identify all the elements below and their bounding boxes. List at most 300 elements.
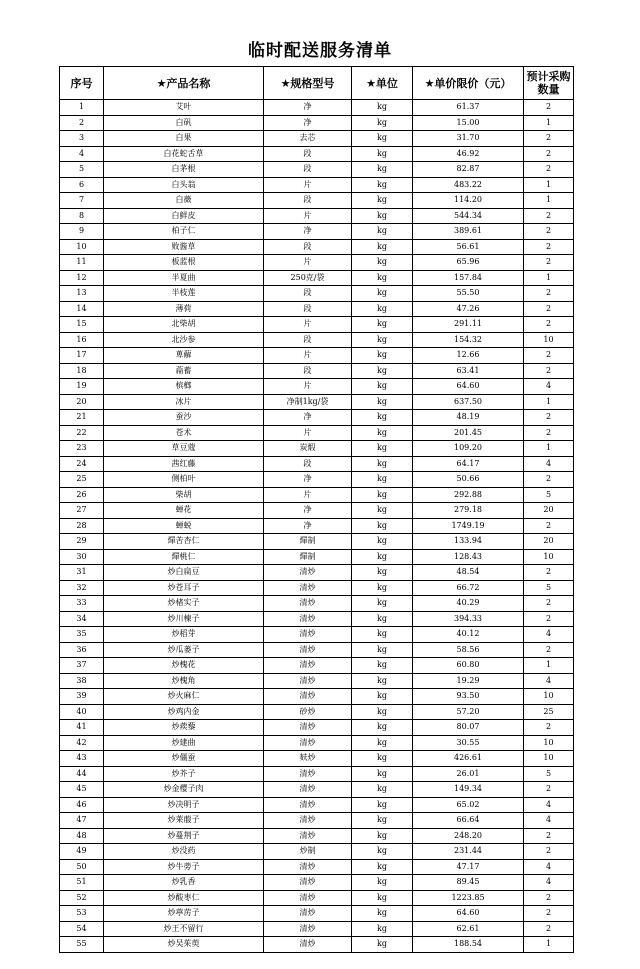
cell-unit-price: 50.66 — [413, 472, 524, 488]
cell-index: 8 — [60, 208, 104, 224]
table-row — [60, 875, 574, 891]
table-row — [60, 844, 574, 860]
cell-unit: kg — [352, 425, 413, 441]
cell-quantity: 2 — [524, 100, 574, 116]
cell-unit-price: 65.96 — [413, 255, 524, 271]
cell-unit: kg — [352, 193, 413, 209]
cell-unit-price: 544.34 — [413, 208, 524, 224]
cell-product-name: 炒乳香 — [104, 875, 264, 891]
cell-unit: kg — [352, 890, 413, 906]
cell-unit: kg — [352, 270, 413, 286]
cell-index: 23 — [60, 441, 104, 457]
table-row — [60, 332, 574, 348]
cell-unit-price: 114.20 — [413, 193, 524, 209]
cell-product-name: 北柴胡 — [104, 317, 264, 333]
cell-index: 7 — [60, 193, 104, 209]
cell-unit: kg — [352, 627, 413, 643]
cell-quantity: 2 — [524, 348, 574, 364]
cell-unit: kg — [352, 844, 413, 860]
cell-specification: 清炒 — [264, 875, 352, 891]
table-row — [60, 348, 574, 364]
cell-product-name: 苍术 — [104, 425, 264, 441]
cell-quantity: 2 — [524, 472, 574, 488]
cell-quantity: 2 — [524, 162, 574, 178]
cell-specification: 炒制 — [264, 844, 352, 860]
cell-unit-price: 26.01 — [413, 766, 524, 782]
cell-unit: kg — [352, 332, 413, 348]
cell-specification: 净 — [264, 115, 352, 131]
cell-specification: 清炒 — [264, 580, 352, 596]
cell-product-name: 白矾 — [104, 115, 264, 131]
cell-unit: kg — [352, 921, 413, 937]
cell-unit-price: 1749.19 — [413, 518, 524, 534]
cell-product-name: 炒芥子 — [104, 766, 264, 782]
cell-index: 40 — [60, 704, 104, 720]
cell-quantity: 1 — [524, 115, 574, 131]
header-index: 序号 — [60, 67, 104, 100]
cell-specification: 清炒 — [264, 766, 352, 782]
cell-unit: kg — [352, 549, 413, 565]
table-row — [60, 906, 574, 922]
cell-product-name: 炒蒺藜 — [104, 720, 264, 736]
cell-specification: 段 — [264, 146, 352, 162]
cell-quantity: 1 — [524, 937, 574, 953]
cell-index: 36 — [60, 642, 104, 658]
table-row — [60, 100, 574, 116]
table-row — [60, 208, 574, 224]
cell-index: 41 — [60, 720, 104, 736]
cell-specification: 片 — [264, 255, 352, 271]
table-row — [60, 937, 574, 953]
cell-product-name: 半枝莲 — [104, 286, 264, 302]
table-row — [60, 797, 574, 813]
cell-unit-price: 62.61 — [413, 921, 524, 937]
cell-index: 32 — [60, 580, 104, 596]
cell-unit: kg — [352, 317, 413, 333]
cell-specification: 段 — [264, 239, 352, 255]
table-row — [60, 193, 574, 209]
cell-specification: 清炒 — [264, 921, 352, 937]
cell-index: 9 — [60, 224, 104, 240]
table-row — [60, 689, 574, 705]
cell-index: 45 — [60, 782, 104, 798]
cell-unit-price: 231.44 — [413, 844, 524, 860]
cell-product-name: 炒王不留行 — [104, 921, 264, 937]
cell-index: 44 — [60, 766, 104, 782]
service-list-table — [59, 66, 574, 953]
cell-specification: 250克/袋 — [264, 270, 352, 286]
cell-quantity: 10 — [524, 689, 574, 705]
page-title: 临时配送服务清单 — [248, 41, 392, 61]
table-row — [60, 642, 574, 658]
cell-specification: 清炒 — [264, 658, 352, 674]
cell-product-name: 侧柏叶 — [104, 472, 264, 488]
cell-product-name: 炒吴茱萸 — [104, 937, 264, 953]
cell-unit-price: 154.32 — [413, 332, 524, 348]
cell-unit-price: 19.29 — [413, 673, 524, 689]
cell-unit-price: 64.60 — [413, 906, 524, 922]
cell-unit: kg — [352, 658, 413, 674]
cell-quantity: 2 — [524, 425, 574, 441]
cell-unit: kg — [352, 363, 413, 379]
cell-index: 11 — [60, 255, 104, 271]
cell-unit: kg — [352, 487, 413, 503]
cell-specification: 段 — [264, 286, 352, 302]
cell-quantity: 20 — [524, 503, 574, 519]
cell-quantity: 10 — [524, 549, 574, 565]
cell-quantity: 2 — [524, 410, 574, 426]
cell-product-name: 蝉蜕 — [104, 518, 264, 534]
cell-index: 18 — [60, 363, 104, 379]
table-row — [60, 627, 574, 643]
cell-unit-price: 58.56 — [413, 642, 524, 658]
cell-unit: kg — [352, 100, 413, 116]
cell-unit-price: 389.61 — [413, 224, 524, 240]
cell-product-name: 艾叶 — [104, 100, 264, 116]
cell-specification: 净 — [264, 472, 352, 488]
cell-specification: 清炒 — [264, 890, 352, 906]
cell-unit-price: 61.37 — [413, 100, 524, 116]
cell-index: 35 — [60, 627, 104, 643]
table-row — [60, 441, 574, 457]
cell-unit-price: 93.50 — [413, 689, 524, 705]
cell-product-name: 蚕沙 — [104, 410, 264, 426]
cell-product-name: 炒白扁豆 — [104, 565, 264, 581]
cell-unit-price: 109.20 — [413, 441, 524, 457]
cell-quantity: 2 — [524, 611, 574, 627]
cell-specification: 片 — [264, 317, 352, 333]
cell-unit: kg — [352, 518, 413, 534]
cell-quantity: 2 — [524, 720, 574, 736]
cell-quantity: 2 — [524, 518, 574, 534]
cell-unit: kg — [352, 239, 413, 255]
table-row — [60, 239, 574, 255]
cell-specification: 净制1kg/袋 — [264, 394, 352, 410]
cell-product-name: 炒酸枣仁 — [104, 890, 264, 906]
cell-product-name: 炒鸡内金 — [104, 704, 264, 720]
cell-unit-price: 55.50 — [413, 286, 524, 302]
cell-quantity: 2 — [524, 906, 574, 922]
table-body — [60, 100, 574, 953]
cell-product-name: 燀桃仁 — [104, 549, 264, 565]
table-row — [60, 487, 574, 503]
table-row — [60, 472, 574, 488]
cell-index: 42 — [60, 735, 104, 751]
cell-unit-price: 65.02 — [413, 797, 524, 813]
table-row — [60, 317, 574, 333]
cell-unit: kg — [352, 394, 413, 410]
cell-quantity: 10 — [524, 332, 574, 348]
table-row — [60, 828, 574, 844]
cell-index: 2 — [60, 115, 104, 131]
cell-unit: kg — [352, 673, 413, 689]
cell-unit: kg — [352, 766, 413, 782]
cell-quantity: 1 — [524, 177, 574, 193]
table-row — [60, 131, 574, 147]
cell-index: 25 — [60, 472, 104, 488]
cell-quantity: 2 — [524, 828, 574, 844]
header-estimated-quantity: 预计采购数量 — [524, 67, 574, 100]
cell-quantity: 2 — [524, 565, 574, 581]
table-row — [60, 224, 574, 240]
cell-unit: kg — [352, 642, 413, 658]
cell-unit-price: 57.20 — [413, 704, 524, 720]
cell-unit: kg — [352, 875, 413, 891]
cell-specification: 清炒 — [264, 596, 352, 612]
cell-unit-price: 12.66 — [413, 348, 524, 364]
cell-unit-price: 64.17 — [413, 456, 524, 472]
cell-product-name: 冰片 — [104, 394, 264, 410]
cell-specification: 净 — [264, 224, 352, 240]
table-row — [60, 549, 574, 565]
table-row — [60, 394, 574, 410]
cell-product-name: 半夏曲 — [104, 270, 264, 286]
cell-specification: 段 — [264, 363, 352, 379]
cell-unit: kg — [352, 751, 413, 767]
cell-unit: kg — [352, 115, 413, 131]
cell-unit: kg — [352, 301, 413, 317]
table-row — [60, 596, 574, 612]
cell-quantity: 1 — [524, 270, 574, 286]
cell-quantity: 4 — [524, 379, 574, 395]
cell-quantity: 4 — [524, 875, 574, 891]
cell-specification: 清炒 — [264, 906, 352, 922]
cell-product-name: 炒槐角 — [104, 673, 264, 689]
cell-index: 52 — [60, 890, 104, 906]
cell-product-name: 茜红藤 — [104, 456, 264, 472]
cell-index: 33 — [60, 596, 104, 612]
cell-unit: kg — [352, 456, 413, 472]
cell-quantity: 2 — [524, 255, 574, 271]
cell-unit-price: 47.17 — [413, 859, 524, 875]
cell-unit: kg — [352, 937, 413, 953]
cell-unit-price: 66.72 — [413, 580, 524, 596]
cell-unit-price: 291.11 — [413, 317, 524, 333]
cell-index: 51 — [60, 875, 104, 891]
cell-product-name: 炒牛蒡子 — [104, 859, 264, 875]
cell-product-name: 炒金樱子肉 — [104, 782, 264, 798]
cell-specification: 净 — [264, 518, 352, 534]
cell-quantity: 5 — [524, 766, 574, 782]
cell-specification: 清炒 — [264, 642, 352, 658]
table-row — [60, 658, 574, 674]
cell-index: 3 — [60, 131, 104, 147]
cell-index: 21 — [60, 410, 104, 426]
cell-index: 20 — [60, 394, 104, 410]
cell-specification: 片 — [264, 348, 352, 364]
cell-product-name: 炒苍耳子 — [104, 580, 264, 596]
cell-unit-price: 64.60 — [413, 379, 524, 395]
cell-specification: 清炒 — [264, 689, 352, 705]
header-product-name: ★产品名称 — [104, 67, 264, 100]
cell-unit-price: 394.33 — [413, 611, 524, 627]
cell-specification: 燀制 — [264, 534, 352, 550]
cell-unit: kg — [352, 720, 413, 736]
cell-index: 4 — [60, 146, 104, 162]
cell-index: 50 — [60, 859, 104, 875]
cell-unit-price: 80.07 — [413, 720, 524, 736]
cell-unit: kg — [352, 131, 413, 147]
cell-index: 6 — [60, 177, 104, 193]
cell-product-name: 炒蔓荆子 — [104, 828, 264, 844]
cell-unit-price: 149.34 — [413, 782, 524, 798]
table-row — [60, 859, 574, 875]
cell-index: 12 — [60, 270, 104, 286]
cell-product-name: 炒葶苈子 — [104, 906, 264, 922]
cell-product-name: 萆薢 — [104, 348, 264, 364]
cell-specification: 清炒 — [264, 828, 352, 844]
cell-product-name: 蝉花 — [104, 503, 264, 519]
cell-product-name: 败酱草 — [104, 239, 264, 255]
cell-quantity: 4 — [524, 813, 574, 829]
cell-quantity: 1 — [524, 394, 574, 410]
table-row — [60, 720, 574, 736]
cell-specification: 段 — [264, 332, 352, 348]
table-row — [60, 379, 574, 395]
cell-index: 22 — [60, 425, 104, 441]
cell-unit: kg — [352, 534, 413, 550]
cell-index: 49 — [60, 844, 104, 860]
cell-unit: kg — [352, 503, 413, 519]
cell-specification: 清炒 — [264, 627, 352, 643]
cell-quantity: 2 — [524, 782, 574, 798]
cell-unit: kg — [352, 146, 413, 162]
cell-index: 30 — [60, 549, 104, 565]
cell-index: 5 — [60, 162, 104, 178]
cell-quantity: 2 — [524, 921, 574, 937]
cell-unit: kg — [352, 735, 413, 751]
cell-product-name: 炒瓜蒌子 — [104, 642, 264, 658]
cell-index: 55 — [60, 937, 104, 953]
cell-specification: 清炒 — [264, 611, 352, 627]
cell-quantity: 2 — [524, 146, 574, 162]
cell-product-name: 炒决明子 — [104, 797, 264, 813]
cell-quantity: 2 — [524, 890, 574, 906]
cell-product-name: 白茅根 — [104, 162, 264, 178]
cell-index: 26 — [60, 487, 104, 503]
cell-specification: 清炒 — [264, 673, 352, 689]
table-row — [60, 503, 574, 519]
cell-specification: 片 — [264, 487, 352, 503]
cell-quantity: 2 — [524, 317, 574, 333]
cell-product-name: 炒莱菔子 — [104, 813, 264, 829]
table-row — [60, 270, 574, 286]
cell-unit: kg — [352, 348, 413, 364]
cell-product-name: 白薇 — [104, 193, 264, 209]
cell-index: 48 — [60, 828, 104, 844]
cell-unit: kg — [352, 797, 413, 813]
cell-unit: kg — [352, 208, 413, 224]
cell-unit-price: 47.26 — [413, 301, 524, 317]
table-row — [60, 704, 574, 720]
cell-quantity: 10 — [524, 751, 574, 767]
cell-unit-price: 279.18 — [413, 503, 524, 519]
table-row — [60, 518, 574, 534]
cell-quantity: 4 — [524, 456, 574, 472]
cell-index: 46 — [60, 797, 104, 813]
cell-product-name: 炒没药 — [104, 844, 264, 860]
table-row — [60, 782, 574, 798]
table-row — [60, 177, 574, 193]
cell-specification: 清炒 — [264, 797, 352, 813]
cell-unit-price: 637.50 — [413, 394, 524, 410]
cell-index: 17 — [60, 348, 104, 364]
cell-unit-price: 188.54 — [413, 937, 524, 953]
cell-specification: 片 — [264, 208, 352, 224]
cell-specification: 段 — [264, 301, 352, 317]
table-row — [60, 534, 574, 550]
cell-specification: 麸炒 — [264, 751, 352, 767]
cell-specification: 清炒 — [264, 813, 352, 829]
cell-quantity: 2 — [524, 239, 574, 255]
cell-specification: 净 — [264, 503, 352, 519]
cell-product-name: 柴胡 — [104, 487, 264, 503]
cell-product-name: 白鲜皮 — [104, 208, 264, 224]
cell-specification: 清炒 — [264, 782, 352, 798]
cell-unit-price: 1223.85 — [413, 890, 524, 906]
cell-index: 39 — [60, 689, 104, 705]
cell-quantity: 1 — [524, 658, 574, 674]
cell-product-name: 炒稻芽 — [104, 627, 264, 643]
cell-product-name: 北沙参 — [104, 332, 264, 348]
cell-specification: 清炒 — [264, 859, 352, 875]
cell-product-name: 白花蛇舌草 — [104, 146, 264, 162]
cell-unit: kg — [352, 565, 413, 581]
table-row — [60, 921, 574, 937]
cell-product-name: 炒僵蚕 — [104, 751, 264, 767]
cell-quantity: 2 — [524, 642, 574, 658]
cell-index: 16 — [60, 332, 104, 348]
cell-index: 29 — [60, 534, 104, 550]
cell-product-name: 白果 — [104, 131, 264, 147]
cell-product-name: 炒楮实子 — [104, 596, 264, 612]
cell-unit: kg — [352, 611, 413, 627]
cell-quantity: 2 — [524, 208, 574, 224]
cell-unit-price: 483.22 — [413, 177, 524, 193]
cell-unit: kg — [352, 813, 413, 829]
cell-specification: 段 — [264, 162, 352, 178]
cell-unit: kg — [352, 441, 413, 457]
cell-unit: kg — [352, 286, 413, 302]
cell-index: 13 — [60, 286, 104, 302]
table-row — [60, 255, 574, 271]
cell-specification: 片 — [264, 177, 352, 193]
table-row — [60, 162, 574, 178]
cell-quantity: 2 — [524, 286, 574, 302]
cell-unit: kg — [352, 162, 413, 178]
cell-unit-price: 60.80 — [413, 658, 524, 674]
cell-unit: kg — [352, 177, 413, 193]
cell-unit-price: 133.94 — [413, 534, 524, 550]
table-row — [60, 751, 574, 767]
table-row — [60, 410, 574, 426]
cell-product-name: 炒川楝子 — [104, 611, 264, 627]
cell-unit-price: 63.41 — [413, 363, 524, 379]
cell-quantity: 1 — [524, 441, 574, 457]
cell-unit-price: 56.61 — [413, 239, 524, 255]
table-row — [60, 766, 574, 782]
cell-product-name: 板蓝根 — [104, 255, 264, 271]
cell-product-name: 草豆蔻 — [104, 441, 264, 457]
header-unit: ★单位 — [352, 67, 413, 100]
cell-unit: kg — [352, 689, 413, 705]
cell-product-name: 炒建曲 — [104, 735, 264, 751]
cell-index: 47 — [60, 813, 104, 829]
cell-product-name: 白头翁 — [104, 177, 264, 193]
table-row — [60, 735, 574, 751]
cell-unit-price: 128.43 — [413, 549, 524, 565]
cell-unit-price: 48.19 — [413, 410, 524, 426]
